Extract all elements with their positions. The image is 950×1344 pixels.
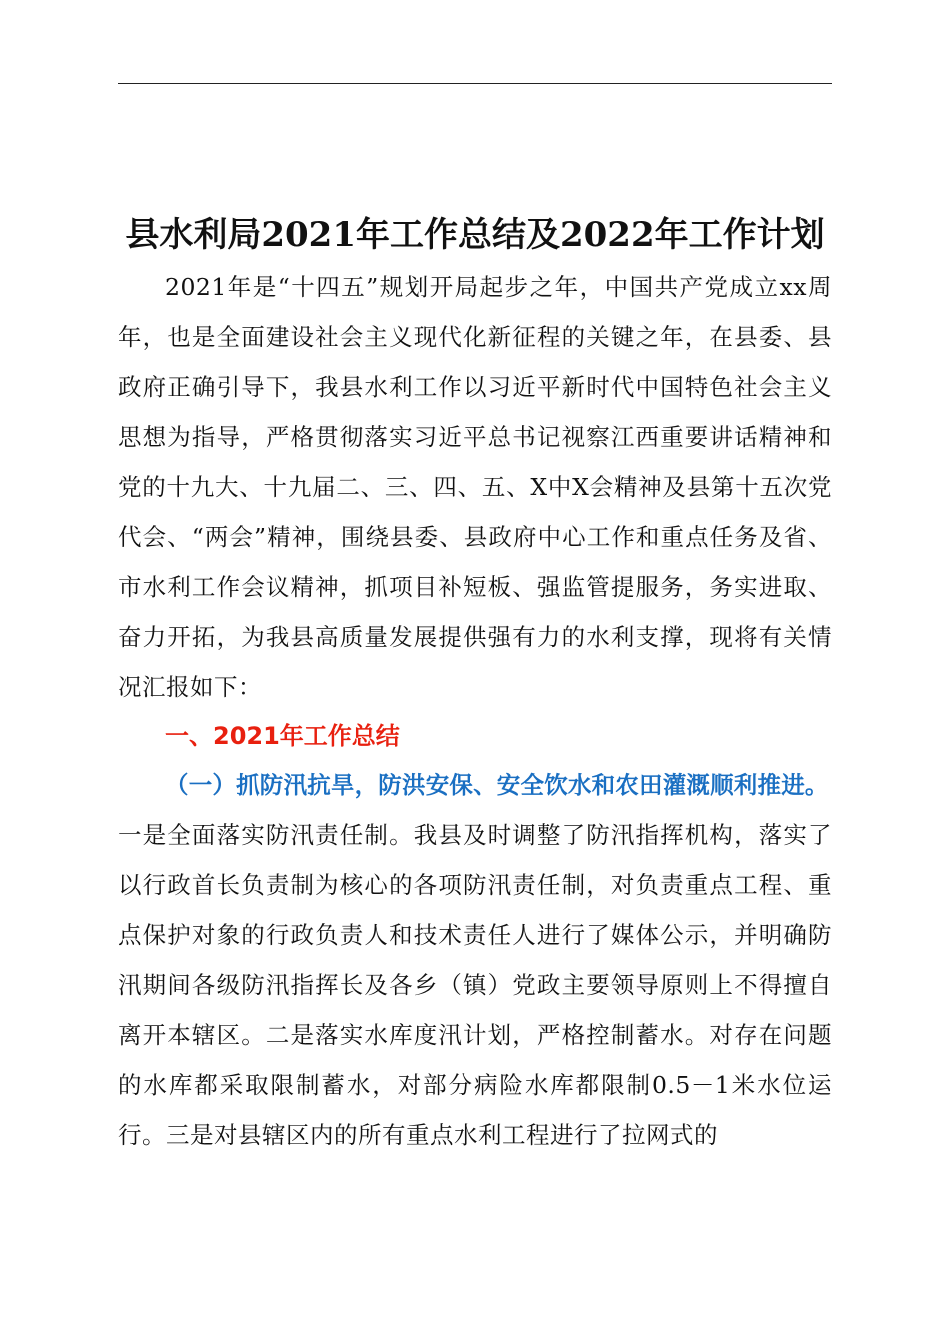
intro-paragraph: 2021年是“十四五”规划开局起步之年，中国共产党成立xx周年，也是全面建设社会主义现代化新征程的关键之年，在县委、县政府正确引导下，我县水利工作以习近平新时代中国特色社会主义思想为指导，严格贯彻落实习近平总书记视察江西重要讲话精神和党的十九大、十九届二、三、四、五、X中X会精神及县第十五次党代会、“两会”精神，围绕县委、县政府中心工作和重点任务及省、市水利工作会议精神，抓项目补短板、强监管提服务，务实进取、奋力开拓，为我县高质量发展提供强有力的水利支撑，现将有关情况汇报如下： xyxy=(118,273,832,701)
document-title: 县水利局2021年工作总结及2022年工作计划 xyxy=(125,214,825,255)
header-rule xyxy=(118,83,832,84)
subsection-heading: （一）抓防汛抗旱，防洪安保、安全饮水和农田灌溉顺利推进。 xyxy=(165,771,829,799)
section-heading: 一、2021年工作总结 xyxy=(165,722,400,750)
body-paragraph: 一是全面落实防汛责任制。我县及时调整了防汛指挥机构，落实了以行政首长负责制为核心的各项防汛责任制，对负责重点工程、重点保护对象的行政负责人和技术责任人进行了媒体公示，并明确防汛期间各级防汛指挥长及各乡（镇）党政主要领导原则上不得擅自离开本辖区。二是落实水库度汛计划，严格控制蓄水。对存在问题的水库都采取限制蓄水，对部分病险水库都限制0.5－1米水位运行。三是对县辖区内的所有重点水利工程进行了拉网式的 xyxy=(118,821,832,1149)
